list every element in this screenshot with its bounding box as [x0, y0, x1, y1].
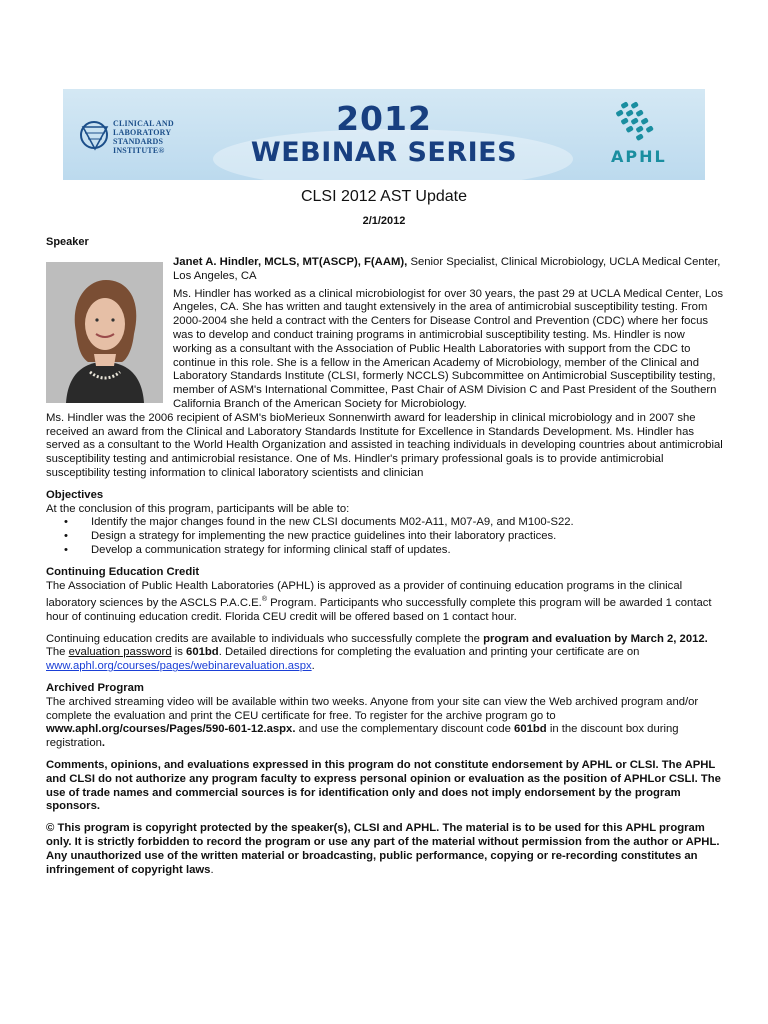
objectives-heading: Objectives [46, 488, 104, 501]
evaluation-link[interactable]: www.aphl.org/courses/pages/webinarevaluation.aspx [46, 660, 312, 673]
banner-year: 2012 [336, 99, 432, 138]
ceu-text: . [311, 660, 315, 673]
copyright-paragraph [46, 822, 726, 877]
discount-code: 601bd [514, 723, 547, 736]
clsi-line: LABORATORY [113, 128, 172, 137]
registered-mark: ® [261, 596, 267, 604]
speaker-name: Janet A. Hindler, MCLS, MT(ASCP), F(AAM), [173, 256, 408, 268]
ceu-text: The Association of Public Health Laboratories (APHL) is approved as a provider of continuing education programs in the clinical laboratory sciences by the ASCLS P.A.C.E. [46, 579, 683, 610]
archived-paragraph [46, 696, 726, 751]
ceu-paragraph-2 [46, 633, 726, 674]
ceu-paragraph-1 [46, 580, 726, 625]
archived-period: . [101, 737, 106, 750]
objective-item: • Develop a communication strategy for informing clinical staff of updates. [91, 544, 726, 558]
aphl-logo-icon [611, 101, 661, 147]
objective-item: • Identify the major changes found in the new CLSI documents M02-A11, M07-A9, and M100-S22. [91, 516, 726, 530]
ceu-heading: Continuing Education Credit [46, 565, 200, 578]
archived-heading: Archived Program [46, 682, 144, 695]
aphl-logo-text: APHL [611, 147, 667, 166]
ceu-text: is [171, 646, 187, 659]
speaker-affiliation: Senior Specialist, Clinical Microbiology, UCLA Medical Center, Los Angeles, CA [173, 256, 721, 282]
objectives-list [46, 516, 726, 557]
ceu-text: The [46, 646, 69, 659]
webinar-banner [63, 89, 705, 180]
disclaimer-paragraph: Comments, opinions, and evaluations expressed in this program do not constitute endorsement by APHL or CLSI. The APHL and CLSI do not authorize any program faculty to express personal opinion or evaluation as the position of APHLor CSLI. The use of trade names and commercial sources is for identification only and does not imply endorsement by the program sponsors. [46, 759, 721, 813]
speaker-bio-2: Ms. Hindler was the 2006 recipient of ASM's bioMerieux Sonnenwirth award for leadership in clinical microbiology and in 2007 she received an award from the Clinical and Laboratory Standards Institute for Excellence in Standards Development. Ms. Hindler has served as a consultant to the World Health Organization and assisted in teaching individuals in developing countries about antimicrobial susceptibility testing and antimicrobial resistance. One of Ms. Hindler's primary professional goals is to provide antimicrobial susceptibility testing information to clinical laboratory scientists and clinician [46, 411, 723, 479]
objective-item: • Design a strategy for implementing the new practice guidelines into their laboratory practices. [91, 530, 726, 544]
evaluation-password: 601bd [186, 646, 219, 659]
objectives-intro: At the conclusion of this program, participants will be able to: [46, 502, 350, 515]
document-title: CLSI 2012 AST Update [300, 188, 468, 205]
document-body [46, 256, 726, 877]
legal-notices [46, 759, 726, 877]
ceu-text: . Detailed directions for completing the evaluation and printing your certificate are on [218, 646, 640, 659]
clsi-line: CLINICAL AND [113, 119, 174, 128]
clsi-trademark: ® [158, 146, 165, 155]
photo-spacer [46, 256, 173, 408]
document-date: 2/1/2012 [362, 215, 406, 227]
ceu-text: Continuing education credits are available to individuals who successfully complete the [46, 632, 484, 645]
copyright-period: . [210, 863, 214, 876]
archived-text: and use the complementary discount code [295, 723, 515, 736]
copyright-text: © This program is copyright protected by the speaker(s), CLSI and APHL. The material is to be used for this APHL program only. It is strictly forbidden to record the program or use any part of the material without permission from the author or APHL. Any unauthorized use of the written material or broadcasting, public performance, copying or re-recording constitutes an infringement of copyright laws [46, 822, 720, 876]
archived-text: The archived streaming video will be available within two weeks. Anyone from your site can view the Web archived program and/or complete the evaluation and print the CEU certificate for free. To register for the archive program go to [46, 695, 699, 722]
evaluation-password-label: evaluation password [68, 646, 172, 659]
banner-series-title: WEBINAR SERIES [250, 137, 518, 168]
speaker-heading: Speaker [46, 236, 89, 248]
ceu-text: Program. Participants who successfully complete this program will be awarded 1 contact hour of continuing education credit. Florida CEU credit will be offered based on 1 contact hour. [46, 597, 712, 623]
clsi-line-text: INSTITUTE [113, 146, 159, 155]
clsi-line: STANDARDS [113, 137, 164, 146]
ceu-deadline: program and evaluation by March 2, 2012. [483, 632, 708, 645]
speaker-bio-1: Ms. Hindler has worked as a clinical microbiologist for over 30 years, the past 29 at UCLA Medical Center, Los Angeles, CA. She has written and taught extensively in the area of antimicrobial susceptibility testing. From 2000-2004 she held a contract with the Centers for Disease Control and Prevention (CDC) where her focus was to develop and conduct training programs in antimicrobial susceptibility testing. Ms. Hindler is now working as a consultant with the Association of Public Health Laboratories with support from the CDC to continue in this role. She is a fellow in the American Academy of Microbiology, member of the Clinical and Laboratory Standards Institute (CLSI, formerly NCCLS) Subcommittee on Antimicrobial Susceptibility testing, member of ASM's International Committee, Past Chair of ASM Division C and Past President of the Southern California Branch of the American Society for Microbiology. [173, 287, 724, 410]
archive-url: www.aphl.org/courses/Pages/590-601-12.aspx. [46, 723, 296, 736]
archived-text: in the discount box during registration [46, 723, 679, 750]
